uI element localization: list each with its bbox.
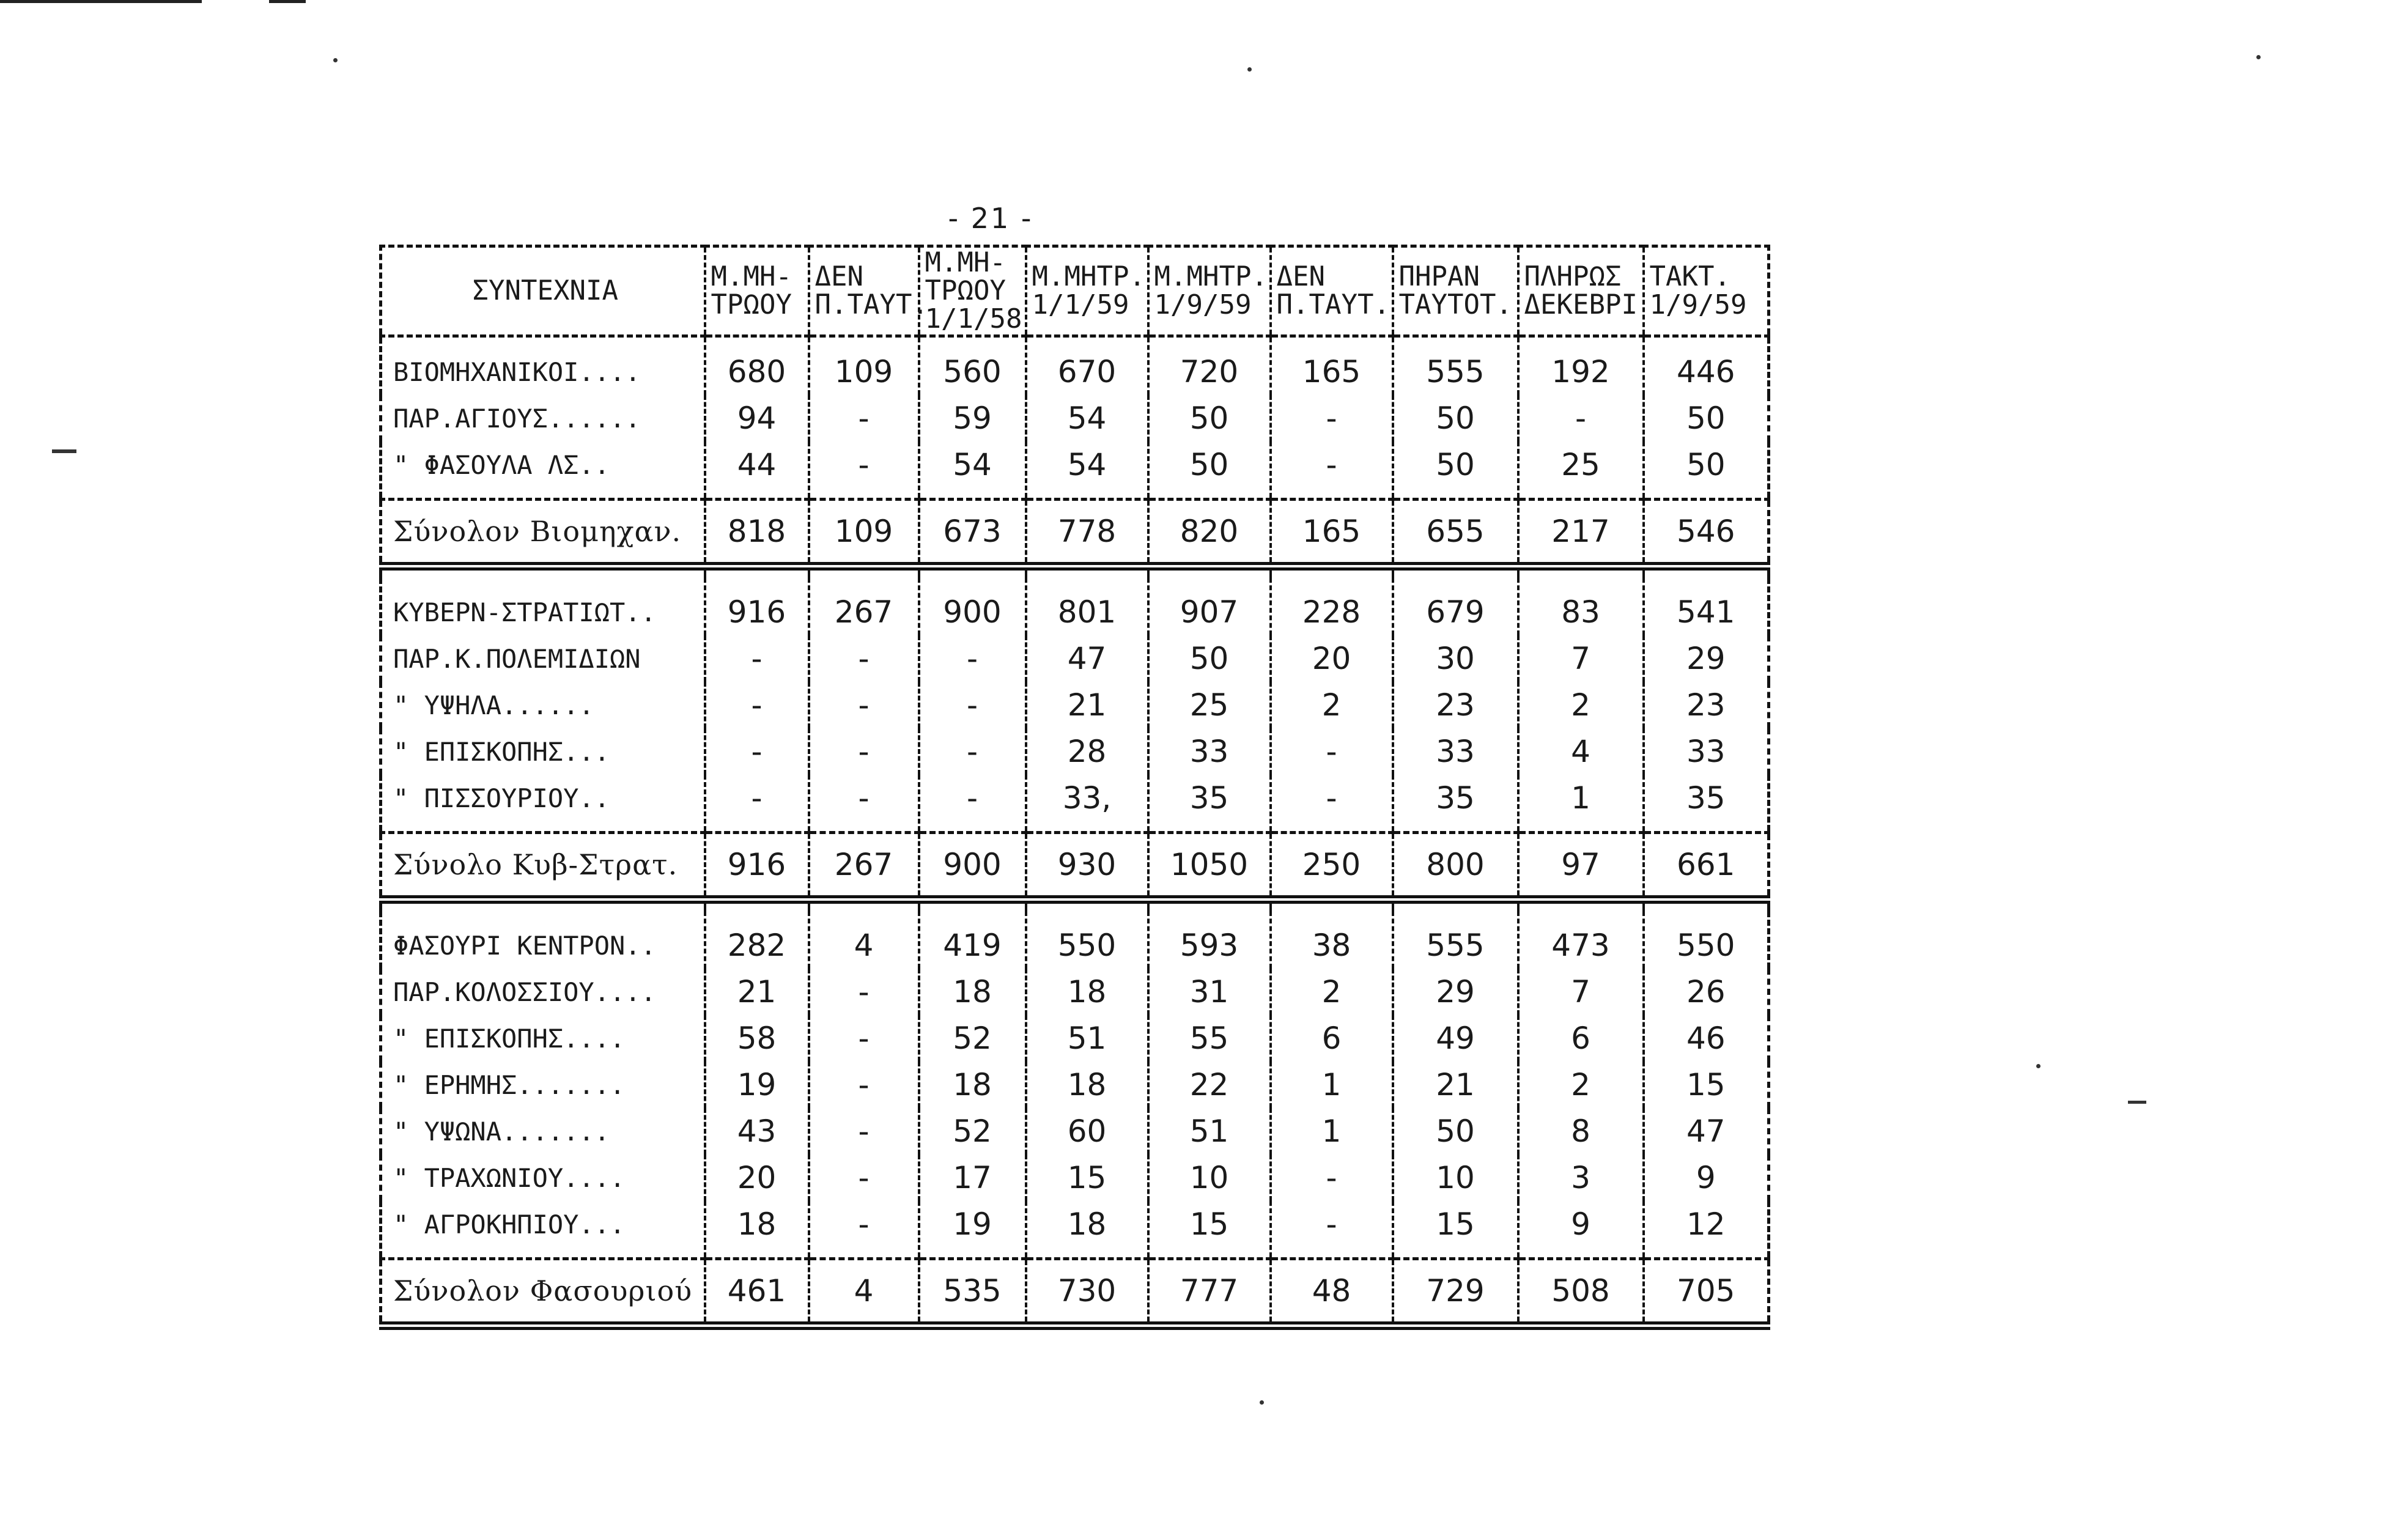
table-row-label: ΚΥΒΕΡΝ-ΣΤΡΑΤΙΩΤ..	[381, 578, 705, 635]
column-header: ΠΛΗΡΩΣ ΔΕΚΕΒΡΙ	[1518, 246, 1644, 336]
table-row	[381, 635, 1769, 682]
table-cell: -	[1518, 395, 1644, 441]
table-cell: 54	[919, 441, 1026, 500]
table-cell: -	[1271, 1154, 1393, 1201]
table-cell: 7	[1518, 969, 1644, 1015]
spacer-cell	[381, 899, 705, 911]
table-row-label: " ΥΨΗΛΑ......	[381, 682, 705, 728]
spacer-cell	[705, 566, 809, 578]
table-cell: 50	[1644, 395, 1769, 441]
table-row-label: " ΤΡΑΧΩΝΙΟΥ....	[381, 1154, 705, 1201]
table-cell: 818	[705, 500, 809, 567]
table-cell: 800	[1393, 833, 1518, 900]
table-cell: 46	[1644, 1015, 1769, 1062]
table-row	[381, 1154, 1769, 1201]
table-row	[381, 1108, 1769, 1154]
table-cell: 446	[1644, 336, 1769, 396]
table-cell: 50	[1393, 1108, 1518, 1154]
column-header: Μ.ΜΗΤΡ. 1/9/59	[1148, 246, 1271, 336]
scan-speck	[52, 449, 76, 453]
spacer-cell	[1148, 566, 1271, 578]
table-cell: 2	[1518, 682, 1644, 728]
column-header: Μ.ΜΗΤΡ. 1/1/59	[1026, 246, 1148, 336]
table-cell: 282	[705, 911, 809, 969]
table-cell: -	[919, 635, 1026, 682]
table-cell: 729	[1393, 1259, 1518, 1326]
table-cell: 25	[1518, 441, 1644, 500]
table-cell: 29	[1393, 969, 1518, 1015]
table-cell: 4	[1518, 728, 1644, 775]
table-cell: 21	[1026, 682, 1148, 728]
table-cell: -	[705, 635, 809, 682]
table-cell: 51	[1148, 1108, 1271, 1154]
table-cell: 930	[1026, 833, 1148, 900]
spacer-cell	[381, 566, 705, 578]
table-cell: 18	[919, 969, 1026, 1015]
table-cell: 419	[919, 911, 1026, 969]
table-cell: -	[809, 441, 919, 500]
table-cell: -	[705, 728, 809, 775]
table-cell: 9	[1518, 1201, 1644, 1259]
table-cell: 15	[1644, 1062, 1769, 1108]
table-cell: 1050	[1148, 833, 1271, 900]
subtotal-row-label: Σύνολον Φασουριού	[381, 1259, 705, 1326]
table-header-row	[381, 246, 1769, 336]
table-cell: 47	[1026, 635, 1148, 682]
table-cell: 20	[1271, 635, 1393, 682]
spacer-cell	[1644, 899, 1769, 911]
table-row-label: " ΥΨΩΝΑ.......	[381, 1108, 705, 1154]
page-number: - 21 -	[948, 202, 1033, 235]
table-cell: 2	[1271, 969, 1393, 1015]
table-cell: 30	[1393, 635, 1518, 682]
table-row	[381, 775, 1769, 833]
table-cell: 109	[809, 336, 919, 396]
scan-speck	[1260, 1400, 1264, 1405]
table-cell: 51	[1026, 1015, 1148, 1062]
table-row-label: " ΕΠΙΣΚΟΠΗΣ...	[381, 728, 705, 775]
table-row-label: ΠΑΡ.ΚΟΛΟΣΣΙΟΥ....	[381, 969, 705, 1015]
table-cell: 6	[1518, 1015, 1644, 1062]
table-cell: -	[809, 682, 919, 728]
table-cell: 19	[919, 1201, 1026, 1259]
spacer-cell	[1271, 566, 1393, 578]
table-cell: 680	[705, 336, 809, 396]
table-cell: 720	[1148, 336, 1271, 396]
table-cell: 1	[1271, 1062, 1393, 1108]
table-cell: 461	[705, 1259, 809, 1326]
table-row	[381, 1201, 1769, 1259]
table-cell: 52	[919, 1015, 1026, 1062]
table-cell: 35	[1644, 775, 1769, 833]
column-header: Μ.ΜΗ-ΤΡΩΟΥ	[705, 246, 809, 336]
table-cell: 192	[1518, 336, 1644, 396]
table-cell: -	[705, 682, 809, 728]
table-cell: 6	[1271, 1015, 1393, 1062]
table-cell: 50	[1148, 635, 1271, 682]
table-cell: 820	[1148, 500, 1271, 567]
spacer-cell	[705, 899, 809, 911]
table-cell: 18	[919, 1062, 1026, 1108]
table-cell: 165	[1271, 500, 1393, 567]
table-cell: 43	[705, 1108, 809, 1154]
table-cell: 900	[919, 833, 1026, 900]
table-cell: 28	[1026, 728, 1148, 775]
table-cell: 916	[705, 578, 809, 635]
table-cell: 15	[1026, 1154, 1148, 1201]
table-cell: 38	[1271, 911, 1393, 969]
table-cell: 15	[1148, 1201, 1271, 1259]
spacer-cell	[919, 566, 1026, 578]
table-cell: 33	[1148, 728, 1271, 775]
table-cell: 250	[1271, 833, 1393, 900]
table-cell: 267	[809, 578, 919, 635]
table-cell: 661	[1644, 833, 1769, 900]
table-cell: 801	[1026, 578, 1148, 635]
table-cell: -	[1271, 1201, 1393, 1259]
table-cell: 2	[1271, 682, 1393, 728]
table-row-label: ΒΙΟΜΗΧΑΝΙΚΟΙ....	[381, 336, 705, 396]
table-row	[381, 728, 1769, 775]
table-cell: 54	[1026, 441, 1148, 500]
table-cell: 33	[1644, 728, 1769, 775]
table-cell: 35	[1393, 775, 1518, 833]
table-cell: 535	[919, 1259, 1026, 1326]
table-cell: -	[809, 1201, 919, 1259]
table-cell: -	[809, 1108, 919, 1154]
scan-speck	[1247, 67, 1252, 72]
table-cell: 679	[1393, 578, 1518, 635]
column-header: ΔΕΝ Π.ΤΑΥΤ.	[809, 246, 919, 336]
table-row	[381, 395, 1769, 441]
table-cell: -	[705, 775, 809, 833]
table-cell: 59	[919, 395, 1026, 441]
table-cell: 35	[1148, 775, 1271, 833]
table-cell: 60	[1026, 1108, 1148, 1154]
table-cell: 9	[1644, 1154, 1769, 1201]
table-cell: -	[809, 635, 919, 682]
spacer-cell	[1026, 899, 1148, 911]
table-cell: -	[809, 969, 919, 1015]
table-cell: 17	[919, 1154, 1026, 1201]
table-row-label: " ΑΓΡΟΚΗΠΙΟΥ...	[381, 1201, 705, 1259]
table-row	[381, 1062, 1769, 1108]
table-cell: 2	[1518, 1062, 1644, 1108]
table-cell: 15	[1393, 1201, 1518, 1259]
table-cell: 555	[1393, 336, 1518, 396]
table-cell: 52	[919, 1108, 1026, 1154]
table-cell: 83	[1518, 578, 1644, 635]
table-cell: 4	[809, 1259, 919, 1326]
spacer-cell	[1518, 566, 1644, 578]
table-cell: 18	[1026, 1062, 1148, 1108]
table-cell: 560	[919, 336, 1026, 396]
table-cell: 900	[919, 578, 1026, 635]
table-row-label: " ΕΡΗΜΗΣ.......	[381, 1062, 705, 1108]
spacer-cell	[1644, 566, 1769, 578]
scan-speck	[2128, 1101, 2146, 1104]
table-cell: 3	[1518, 1154, 1644, 1201]
table-cell: 705	[1644, 1259, 1769, 1326]
table-cell: 33	[1393, 728, 1518, 775]
table-cell: 50	[1393, 441, 1518, 500]
table-body	[381, 336, 1769, 1326]
table-cell: 22	[1148, 1062, 1271, 1108]
table-cell: 473	[1518, 911, 1644, 969]
subtotal-row-label: Σύνολον Βιομηχαν.	[381, 500, 705, 567]
table-cell: 33,	[1026, 775, 1148, 833]
table-cell: 217	[1518, 500, 1644, 567]
spacer-cell	[1026, 566, 1148, 578]
table-row-label: ΠΑΡ.Κ.ΠΟΛΕΜΙΔΙΩΝ	[381, 635, 705, 682]
spacer-cell	[809, 899, 919, 911]
table-row	[381, 969, 1769, 1015]
table-row	[381, 911, 1769, 969]
table-cell: 50	[1148, 441, 1271, 500]
table-row	[381, 578, 1769, 635]
table-cell: 670	[1026, 336, 1148, 396]
table-cell: -	[919, 682, 1026, 728]
table-cell: 58	[705, 1015, 809, 1062]
table-cell: 673	[919, 500, 1026, 567]
scan-speck	[2256, 55, 2261, 59]
table-cell: 29	[1644, 635, 1769, 682]
table-cell: 555	[1393, 911, 1518, 969]
table-cell: -	[809, 728, 919, 775]
column-header: ΤΑΚΤ. 1/9/59	[1644, 246, 1769, 336]
table-cell: 54	[1026, 395, 1148, 441]
scan-speck	[2036, 1064, 2041, 1068]
header-row	[381, 246, 1769, 336]
table-cell: 8	[1518, 1108, 1644, 1154]
table-cell: 546	[1644, 500, 1769, 567]
spacer-cell	[1518, 899, 1644, 911]
table-cell: 19	[705, 1062, 809, 1108]
table-cell: -	[1271, 395, 1393, 441]
table-cell: 26	[1644, 969, 1769, 1015]
subtotal-row	[381, 1259, 1769, 1326]
table-cell: 655	[1393, 500, 1518, 567]
table-cell: 18	[705, 1201, 809, 1259]
table-cell: 593	[1148, 911, 1271, 969]
table-cell: 4	[809, 911, 919, 969]
column-header: ΠΗΡΑΝ ΤΑΥΤΟΤ.	[1393, 246, 1518, 336]
table-cell: 94	[705, 395, 809, 441]
column-header: ΣΥΝΤΕΧΝΙΑ	[381, 246, 705, 336]
table-cell: 10	[1393, 1154, 1518, 1201]
subtotal-row	[381, 833, 1769, 900]
table-row	[381, 682, 1769, 728]
table-cell: 12	[1644, 1201, 1769, 1259]
scan-top-line-short	[269, 0, 306, 3]
spacer-cell	[1148, 899, 1271, 911]
table-cell: 44	[705, 441, 809, 500]
spacer-cell	[1271, 899, 1393, 911]
spacer-cell	[919, 899, 1026, 911]
table-cell: -	[1271, 441, 1393, 500]
table-cell: 50	[1644, 441, 1769, 500]
column-header: ΔΕΝ Π.ΤΑΥΤ.	[1271, 246, 1393, 336]
table-cell: -	[809, 775, 919, 833]
table-cell: -	[1271, 775, 1393, 833]
table-cell: -	[809, 1062, 919, 1108]
table-cell: 47	[1644, 1108, 1769, 1154]
table-cell: 778	[1026, 500, 1148, 567]
subtotal-row-label: Σύνολο Κυβ-Στρατ.	[381, 833, 705, 900]
table-cell: 7	[1518, 635, 1644, 682]
table-cell: 50	[1148, 395, 1271, 441]
spacer-cell	[809, 566, 919, 578]
table-cell: 18	[1026, 1201, 1148, 1259]
table-cell: 916	[705, 833, 809, 900]
table-cell: 907	[1148, 578, 1271, 635]
table-cell: -	[919, 775, 1026, 833]
table-cell: 541	[1644, 578, 1769, 635]
spacer-cell	[1393, 566, 1518, 578]
table-cell: 550	[1644, 911, 1769, 969]
table-cell: 20	[705, 1154, 809, 1201]
table-cell: 31	[1148, 969, 1271, 1015]
table-row-label: " ΠΙΣΣΟΥΡΙΟΥ..	[381, 775, 705, 833]
group-spacer	[381, 566, 1769, 578]
scan-speck	[333, 58, 338, 62]
table-row-label: " ΕΠΙΣΚΟΠΗΣ....	[381, 1015, 705, 1062]
table-cell: 97	[1518, 833, 1644, 900]
table-cell: 1	[1518, 775, 1644, 833]
spacer-cell	[1393, 899, 1518, 911]
table-cell: 55	[1148, 1015, 1271, 1062]
table-cell: 109	[809, 500, 919, 567]
table-cell: 49	[1393, 1015, 1518, 1062]
table-cell: -	[809, 1015, 919, 1062]
table-cell: 550	[1026, 911, 1148, 969]
column-header: Μ.ΜΗ-ΤΡΩΟΥ 1/1/58	[919, 246, 1026, 336]
table-row	[381, 336, 1769, 396]
table-cell: 21	[705, 969, 809, 1015]
table-row	[381, 1015, 1769, 1062]
table-row-label: ΦΑΣΟΥΡΙ ΚΕΝΤΡΟΝ..	[381, 911, 705, 969]
table-cell: -	[809, 1154, 919, 1201]
table-cell: -	[919, 728, 1026, 775]
table-cell: 508	[1518, 1259, 1644, 1326]
table-cell: 165	[1271, 336, 1393, 396]
table-cell: 21	[1393, 1062, 1518, 1108]
table-cell: 25	[1148, 682, 1271, 728]
table-cell: 23	[1644, 682, 1769, 728]
table-cell: 777	[1148, 1259, 1271, 1326]
table-cell: 18	[1026, 969, 1148, 1015]
table-cell: 730	[1026, 1259, 1148, 1326]
table-cell: -	[809, 395, 919, 441]
table-cell: 267	[809, 833, 919, 900]
union-membership-table	[379, 245, 1770, 1330]
scan-top-line	[0, 0, 202, 3]
table-cell: 1	[1271, 1108, 1393, 1154]
table-cell: 23	[1393, 682, 1518, 728]
table-row-label: " ΦΑΣΟΥΛΑ ΛΣ..	[381, 441, 705, 500]
table-cell: 228	[1271, 578, 1393, 635]
group-spacer	[381, 899, 1769, 911]
table-row	[381, 441, 1769, 500]
table-cell: 48	[1271, 1259, 1393, 1326]
table-cell: 10	[1148, 1154, 1271, 1201]
table-row-label: ΠΑΡ.ΑΓΙΟΥΣ......	[381, 395, 705, 441]
table-cell: 50	[1393, 395, 1518, 441]
subtotal-row	[381, 500, 1769, 567]
table-cell: -	[1271, 728, 1393, 775]
